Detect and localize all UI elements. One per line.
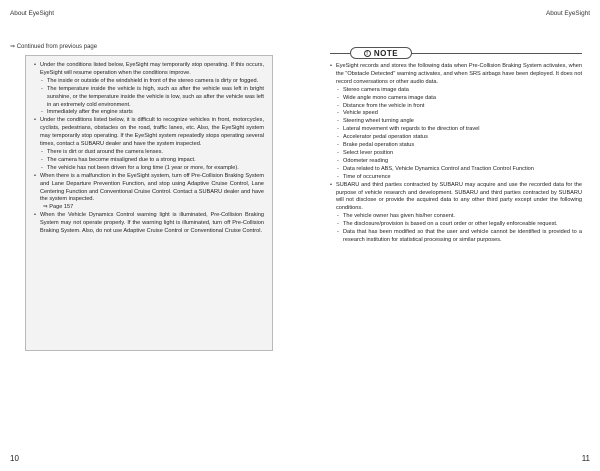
bullet-text: SUBARU and third parties contracted by SUBARU may acquire and use the recorded data for the purpose of vehicle research and development. SUBARU and third parties contracted by SUBARU will not disclose or provide the acquired data to any other third party except under the following conditions. <box>336 181 582 212</box>
note-list <box>330 63 582 245</box>
running-header-left: About EyeSight <box>10 10 55 17</box>
list-item <box>34 173 264 213</box>
list-item <box>330 63 582 182</box>
bullet-text: When there is a malfunction in the EyeSight system, turn off Pre-Collision Braking System and Lane Departure Prevention Function, and stop using Adaptive Cruise Control, Lane Centering Function and Conventional Cruise Control. Contact a SUBARU dealer and have the system inspected. <box>40 172 264 203</box>
continued-indicator: ⇒ Continued from previous page <box>10 44 98 50</box>
list-item <box>330 182 582 245</box>
note-title-badge <box>350 47 412 59</box>
sub-list-item: - The temperature inside the vehicle is high, such as after the vehicle was left in bright sunshine, or the temperature inside the vehicle is low, such as after the vehicle was left in an extremely cold environment. <box>40 86 264 110</box>
sub-list-item: - The inside or outside of the windshield in front of the stereo camera is dirty or fogged. <box>40 78 264 86</box>
note-title: NOTE <box>373 48 399 58</box>
list-item <box>34 62 264 117</box>
sub-list-item: - There is dirt or dust around the camera lenses. <box>40 149 264 157</box>
sub-list-item: - The vehicle has not been driven for a long time (1 year or more, for example). <box>40 165 264 173</box>
bullet-text: When the Vehicle Dynamics Control warning light is illuminated, Pre-Collision Braking System may not operate properly. If the warning light is illuminated, turn off Pre-Collision Braking System. Also, do not use Adaptive Cruise Control or Conventional Cruise Control. <box>40 212 264 235</box>
caution-box <box>25 55 273 351</box>
sub-list-item: - The disclosure/provision is based on a court order or other legally enforceable request. <box>336 221 582 229</box>
page-reference-link[interactable]: ⇒ Page 157 <box>43 204 74 211</box>
list-item <box>34 212 264 236</box>
note-header <box>330 47 582 60</box>
sub-list-item: - Time of occurrence <box>336 174 582 182</box>
sub-list <box>40 149 264 173</box>
sub-list-item: - Wide angle mono camera image data <box>336 95 582 103</box>
bullet-text: Under the conditions listed below, it is difficult to recognize vehicles in front, motorcycles, cyclists, pedestrians, obstacles on the road, traffic lanes, etc. Also, the EyeSight system may temporarily stop operating. If the EyeSight system repeatedly stops operating several times, contact a SUBARU dealer and have the system inspected. <box>40 117 264 148</box>
page-number-right: 11 <box>581 454 590 463</box>
sub-list-item: - Data that has been modified so that the user and vehicle cannot be identified is provided to a research institution for statistical processing or similar purposes. <box>336 229 582 245</box>
sub-list-item: - Stereo camera image data <box>336 87 582 95</box>
caution-list <box>34 62 264 236</box>
sub-list-item: - Lateral movement with regards to the direction of travel <box>336 126 582 134</box>
sub-list-item: - Odometer reading <box>336 158 582 166</box>
sub-list-item: - Brake pedal operation status <box>336 142 582 150</box>
sub-list-item: - Select lever position <box>336 150 582 158</box>
sub-list <box>336 87 582 182</box>
bullet-text: EyeSight records and stores the following data when Pre-Collision Braking System activates, when the "Obstacle Detected" warning activates, and when SRS airbags have been deployed. It does not record conversations or other audio data. <box>336 63 582 85</box>
sub-list-item: - Data related to ABS, Vehicle Dynamics Control and Traction Control Function <box>336 166 582 174</box>
sub-list-item: - The vehicle owner has given his/her consent. <box>336 213 582 221</box>
page-number-left: 10 <box>10 454 19 463</box>
bullet-text: Under the conditions listed below, EyeSight may temporarily stop operating. If this occurs, EyeSight will resume operation when the conditions improve. <box>40 62 264 76</box>
sub-list-item: - Distance from the vehicle in front <box>336 103 582 111</box>
sub-list-item: - The camera has become misaligned due to a strong impact. <box>40 157 264 165</box>
note-body <box>330 60 582 245</box>
sub-list-item: - Immediately after the engine starts <box>40 109 264 117</box>
list-item <box>34 117 264 172</box>
sub-list-item: - Accelerator pedal operation status <box>336 134 582 142</box>
sub-list <box>40 78 264 118</box>
sub-list-item: - Vehicle speed <box>336 110 582 118</box>
sub-list-item: - Steering wheel turning angle <box>336 118 582 126</box>
exclamation-icon: ! <box>364 50 371 57</box>
note-section <box>330 47 582 245</box>
running-header-right: About EyeSight <box>545 10 590 17</box>
sub-list <box>336 213 582 245</box>
